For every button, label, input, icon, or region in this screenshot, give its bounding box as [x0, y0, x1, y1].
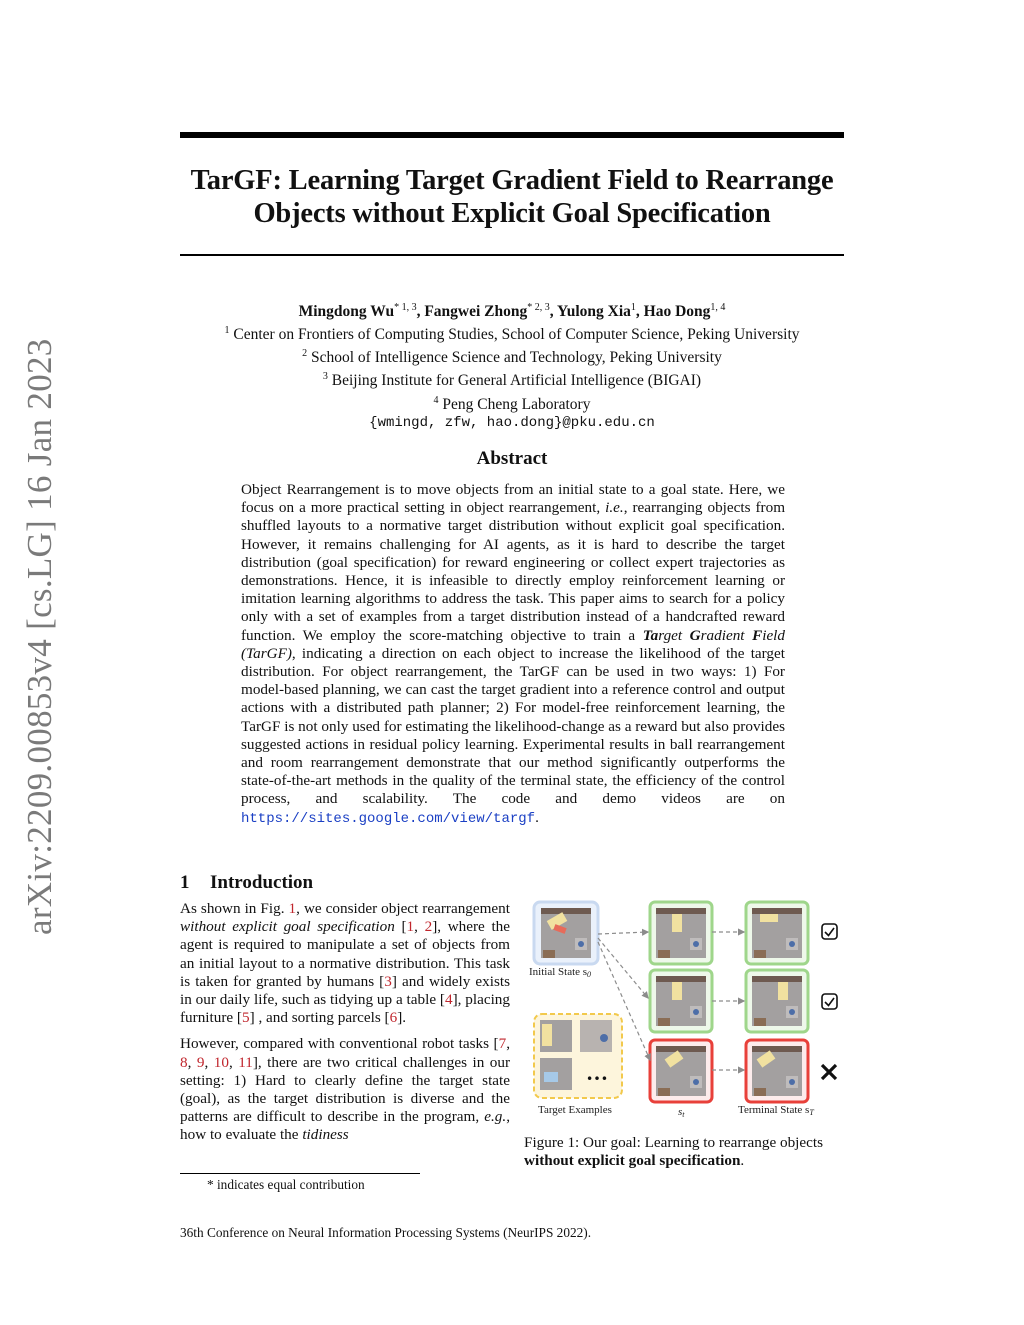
arxiv-stamp: arXiv:2209.00853v4 [cs.LG] 16 Jan 2023 — [20, 338, 59, 935]
affiliation: $^1$ Center on Frontiers of Computing Studies, School of Computer Science, Peking University — [224, 325, 800, 344]
citation-link[interactable]: 1 — [406, 918, 415, 936]
project-link[interactable]: https://sites.google.com/view/targf — [241, 810, 536, 827]
intro-paragraph: However, compared with conventional robot tasks [7, 8, 9, 10, 11], there are two critical challenges in our setting: 1) Hard to clearly define the target state (goal), as the target distribution is diverse and the patterns are difficult to describe in the program, e.g., how to evaluate the tidiness — [180, 1035, 511, 1144]
affiliation: $^4$ Peng Cheng Laboratory — [433, 394, 591, 413]
initial-state-label: Initial State s0 — [529, 966, 592, 979]
citation-link[interactable]: 6 — [389, 1009, 398, 1027]
affiliation: $^3$ Beijing Institute for General Artificial Intelligence (BIGAI) — [322, 371, 702, 390]
title-bottom-rule — [180, 254, 844, 256]
citation-link[interactable]: 2 — [424, 918, 433, 936]
citation-link[interactable]: 9 — [196, 1053, 205, 1071]
citation-link[interactable]: 11 — [238, 1053, 253, 1071]
paper-title: TarGF: Learning Target Gradient Field to Rearrange Objects without Explicit Goal Specification — [190, 165, 834, 229]
intro-body — [180, 900, 510, 1153]
title-top-rule — [180, 132, 844, 138]
author-name: Fangwei Zhong — [424, 303, 528, 321]
affiliation: $^2$ School of Intelligence Science and Technology, Peking University — [302, 348, 722, 367]
author-names: Mingdong Wu$^{* 1, 3}$, Fangwei Zhong$^{* 2, 3}$, Yulong Xia$^1$, Hao Dong$^{1, 4}$ — [298, 302, 726, 321]
author-name: Yulong Xia — [556, 303, 631, 321]
st-label: st — [678, 1106, 685, 1119]
abstract-heading: Abstract — [476, 448, 548, 469]
target-examples-label: Target Examples — [538, 1104, 612, 1116]
footnote: * indicates equal contribution — [207, 1177, 365, 1192]
ellipsis-icon: … — [586, 1060, 608, 1085]
author-block — [150, 298, 874, 433]
terminal-state-label: Terminal State sT — [738, 1104, 814, 1117]
author-email: {wmingd, zfw, hao.dong}@pku.edu.cn — [369, 414, 655, 431]
author-sup: * 1, 3 — [394, 302, 417, 313]
citation-link[interactable]: 10 — [213, 1053, 229, 1071]
citation-link[interactable]: 5 — [242, 1009, 250, 1027]
figure-caption: Figure 1: Our goal: Learning to rearrange objects without explicit goal specification. — [524, 1134, 824, 1170]
author-sup: * 2, 3 — [527, 302, 550, 313]
figure-ref[interactable]: 1 — [288, 900, 297, 917]
check-box-icon — [822, 994, 837, 1009]
section-heading: 1 Introduction — [180, 872, 314, 893]
author-sup: 1 — [630, 302, 636, 313]
cross-icon — [822, 1065, 836, 1079]
citation-link[interactable]: 7 — [498, 1035, 507, 1053]
venue-line: 36th Conference on Neural Information Processing Systems (NeurIPS 2022). — [180, 1225, 592, 1240]
footnote-rule — [180, 1173, 420, 1174]
author-sup: 1, 4 — [710, 302, 726, 313]
citation-link[interactable]: 4 — [444, 991, 453, 1009]
abstract-body: Object Rearrangement is to move objects from an initial state to a goal state. Here, we focus on a more practical setting in object rearrangement, i.e., rearranging objects from shuffled layouts to a normative target distribution without explicit goal specification. However, it remains challenging for AI agents, as it is hard to describe the target distribution (goal specification) for reward engineering or collect expert trajectories as demonstrations. Hence, it is infeasible to directly employ reinforcement learning or imitation learning algorithms to address the task. This paper aims to search for a policy only with a set of examples from a target distribution instead of a handcrafted reward function. We employ the score-matching objective to train a Target Gradient Field (TarGF), indicating a direction on each object to increase the likelihood of the target distribution. For object rearrangement, the TarGF can be used in two ways: 1) For model-based planning, we can cast the target gradient into a reference control and output actions with a distributed path planner; 2) For model-free reinforcement learning, the TarGF is not only used for estimating the likelihood-change as a reward but also provides suggested actions in residual policy learning. Experimental results in ball rearrangement and room rearrangement demonstrate that our method significantly outperforms the state-of-the-art methods in the quality of the terminal state, the efficiency of the control process, and scalability. The code and demo videos are on https://sites.google.com/view/targf. — [241, 481, 786, 827]
check-box-icon — [822, 924, 837, 939]
author-name: Hao Dong — [643, 303, 711, 321]
author-name: Mingdong Wu — [298, 303, 395, 321]
citation-link[interactable]: 3 — [384, 972, 392, 990]
citation-link[interactable]: 8 — [180, 1053, 188, 1071]
intro-paragraph: As shown in Fig. 1, we consider object rearrangement without explicit goal specification [1, 2], where the agent is required to manipulate a set of objects from an initial layout to a normative distribution. This task is taken for granted by humans [3] and widely exists in our daily life, such as tidying up a table [4], placing furniture [5] , and sorting parcels [6]. — [180, 900, 511, 1027]
figure-1 — [526, 894, 846, 1124]
